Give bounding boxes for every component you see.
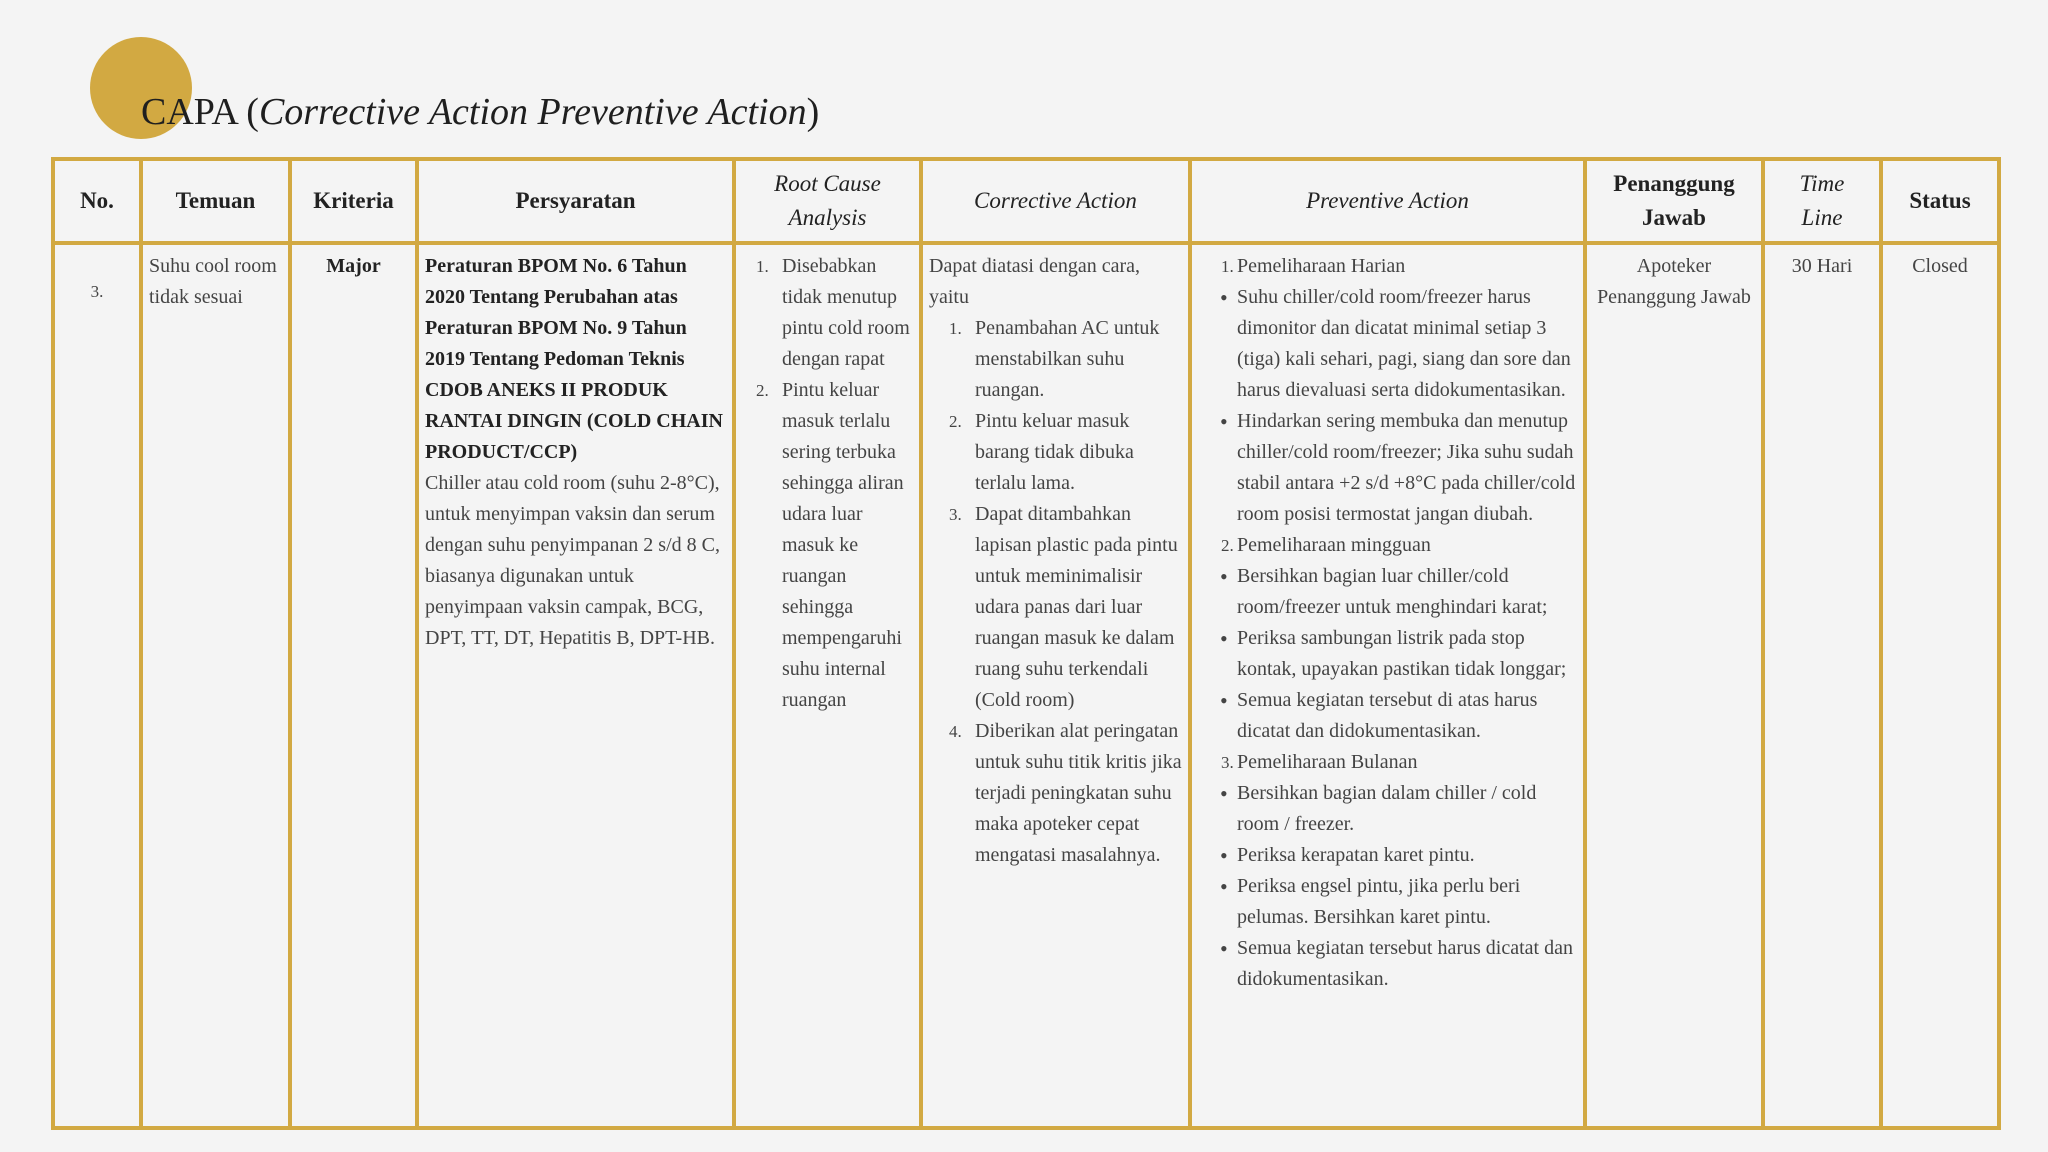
cell-kriteria: Major [290,243,417,1128]
preventive-item [1198,251,1577,282]
header-preventive-action: Preventive Action [1190,159,1585,243]
persyaratan-regulation: Peraturan BPOM No. 6 Tahun 2020 Tentang Perubahan atas Peraturan BPOM No. 9 Tahun 2019 Tentang Pedoman Teknis CDOB ANEKS II PRODUK RANTAI DINGIN (COLD CHAIN PRODUCT/CCP) [425,255,723,463]
bullet-marker: • [1220,843,1228,868]
cell-status: Closed [1881,243,1999,1128]
preventive-item [1198,778,1577,840]
bullet-marker: • [1220,688,1228,713]
preventive-item-text: Periksa kerapatan karet pintu. [1237,844,1475,866]
preventive-item-text: Bersihkan bagian dalam chiller / cold room / freezer. [1237,782,1537,835]
cell-corrective-action [921,243,1190,1128]
corrective-intro: Dapat diatasi dengan cara, yaitu [929,255,1141,308]
header-no: No. [53,159,141,243]
preventive-item [1198,282,1577,406]
cell-root-cause [734,243,921,1128]
header-corrective-action: Corrective Action [921,159,1190,243]
header-row [53,159,1999,243]
preventive-item [1198,747,1577,778]
preventive-list [1198,251,1577,995]
preventive-item [1198,406,1577,530]
number-marker: 3. [1221,753,1234,772]
preventive-item [1198,623,1577,685]
cell-penanggung-jawab: Apoteker Penanggung Jawab [1585,243,1763,1128]
header-penanggung-jawab: Penanggung Jawab [1585,159,1763,243]
preventive-item [1198,840,1577,871]
header-time-line: Time Line [1763,159,1881,243]
bullet-marker: • [1220,564,1228,589]
preventive-item-text: Semua kegiatan tersebut di atas harus dicatat dan didokumentasikan. [1237,689,1538,742]
header-temuan: Temuan [141,159,290,243]
cell-time-line: 30 Hari [1763,243,1881,1128]
list-item: Diberikan alat peringatan untuk suhu titik kritis jika terjadi peningkatan suhu maka apoteker cepat mengatasi masalahnya. [975,720,1182,866]
bullet-marker: • [1220,409,1228,434]
bullet-marker: • [1220,781,1228,806]
header-persyaratan: Persyaratan [417,159,734,243]
preventive-item-text: Pemeliharaan mingguan [1237,534,1431,556]
list-item: Penambahan AC untuk menstabilkan suhu ruangan. [975,317,1160,401]
bullet-marker: • [1220,874,1228,899]
list-item: Dapat ditambahkan lapisan plastic pada pintu untuk meminimalisir udara panas dari luar ruangan masuk ke dalam ruang suhu terkendali (Cold room) [975,503,1178,711]
cell-preventive-action [1190,243,1585,1128]
preventive-item-text: Hindarkan sering membuka dan menutup chiller/cold room/freezer; Jika suhu sudah stabil antara +2 s/d +8°C pada chiller/cold room posisi termostat jangan diubah. [1237,410,1576,525]
preventive-item-text: Pemeliharaan Harian [1237,255,1406,277]
preventive-item-text: Periksa engsel pintu, jika perlu beri pelumas. Bersihkan karet pintu. [1237,875,1521,928]
cell-persyaratan [417,243,734,1128]
number-marker: 2. [1221,536,1234,555]
header-status: Status [1881,159,1999,243]
preventive-item [1198,530,1577,561]
number-marker: 1. [1221,257,1234,276]
preventive-item-text: Bersihkan bagian luar chiller/cold room/freezer untuk menghindari karat; [1237,565,1548,618]
preventive-item [1198,871,1577,933]
persyaratan-description: Chiller atau cold room (suhu 2-8°C), untuk menyimpan vaksin dan serum dengan suhu penyimpanan 2 s/d 8 C, biasanya digunakan untuk penyimpaan vaksin campak, BCG, DPT, TT, DT, Hepatitis B, DPT-HB. [425,472,720,649]
page-title: CAPA (Corrective Action Preventive Action) [141,91,820,133]
bullet-marker: • [1220,626,1228,651]
preventive-item-text: Pemeliharaan Bulanan [1237,751,1418,773]
preventive-item-text: Suhu chiller/cold room/freezer harus dimonitor dan dicatat minimal setiap 3 (tiga) kali sehari, pagi, siang dan sore dan harus dievaluasi serta didokumentasikan. [1237,286,1571,401]
cell-temuan: Suhu cool room tidak sesuai [141,243,290,1128]
capa-table [51,157,2001,1130]
cell-no: 3. [53,243,141,1128]
preventive-item [1198,561,1577,623]
list-item: Pintu keluar masuk terlalu sering terbuka sehingga aliran udara luar masuk ke ruangan sehingga mempengaruhi suhu internal ruangan [782,379,904,711]
list-item: Pintu keluar masuk barang tidak dibuka terlalu lama. [975,410,1134,494]
preventive-item-text: Periksa sambungan listrik pada stop kontak, upayakan pastikan tidak longgar; [1237,627,1567,680]
table-row [53,243,1999,1128]
preventive-item [1198,933,1577,995]
header-kriteria: Kriteria [290,159,417,243]
list-item: Disebabkan tidak menutup pintu cold room dengan rapat [782,255,910,370]
bullet-marker: • [1220,936,1228,961]
bullet-marker: • [1220,285,1228,310]
preventive-item-text: Semua kegiatan tersebut harus dicatat dan didokumentasikan. [1237,937,1573,990]
preventive-item [1198,685,1577,747]
header-root-cause: Root Cause Analysis [734,159,921,243]
